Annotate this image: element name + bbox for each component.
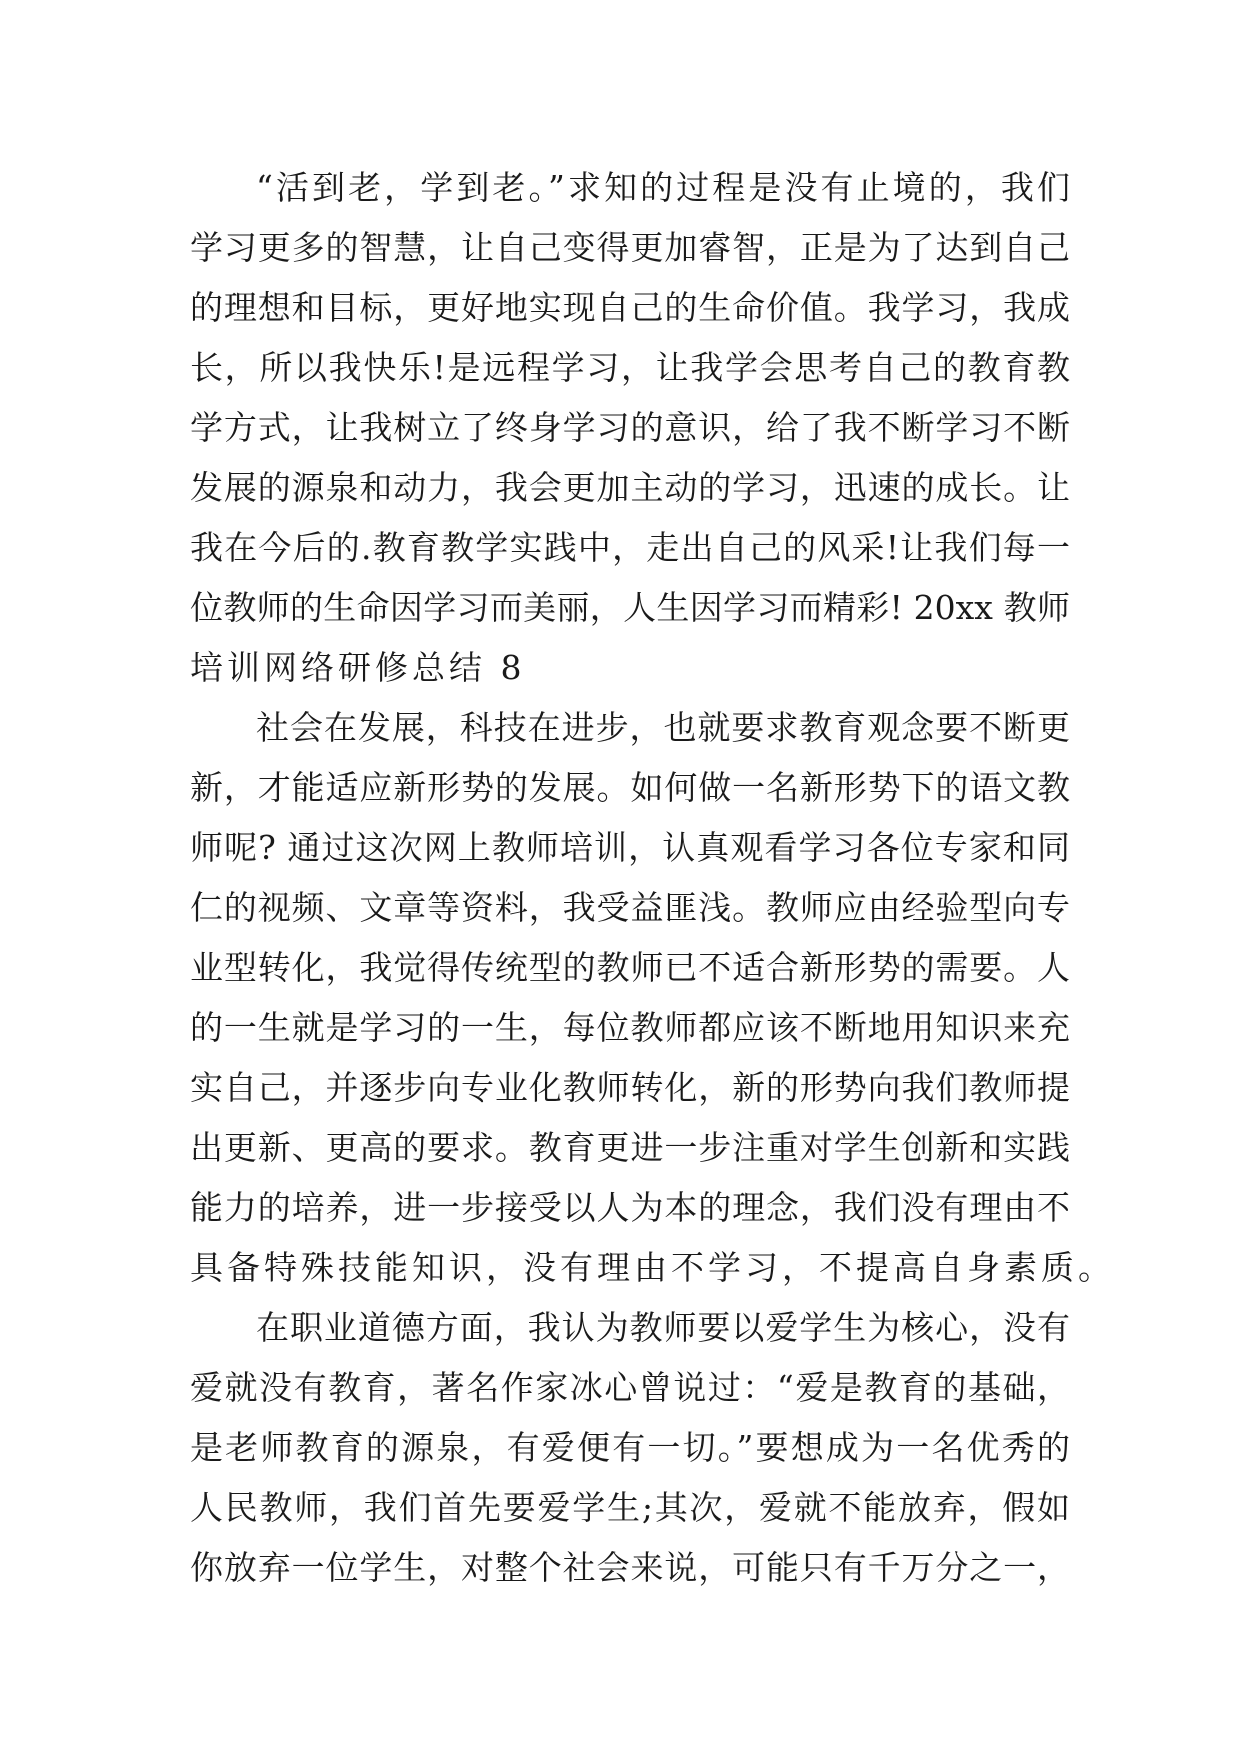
- paragraph-1-line-7: 我在今后的.教育教学实践中，走出自己的风采!让我们每一: [190, 528, 1070, 567]
- paragraph-2-line-5: 业型转化，我觉得传统型的教师已不适合新形势的需要。人: [190, 948, 1070, 987]
- paragraph-2-line-1: 社会在发展，科技在进步，也就要求教育观念要不断更: [256, 708, 1070, 747]
- paragraph-2-line-2: 新，才能适应新形势的发展。如何做一名新形势下的语文教: [190, 768, 1070, 807]
- paragraph-3-line-1: 在职业道德方面，我认为教师要以爱学生为核心，没有: [256, 1308, 1070, 1347]
- paragraph-3-line-3: 是老师教育的源泉，有爱便有一切。”要想成为一名优秀的: [190, 1428, 1070, 1467]
- document-body: [190, 158, 1115, 1598]
- paragraph-2-line-8: 出更新、更高的要求。教育更进一步注重对学生创新和实践: [190, 1128, 1070, 1167]
- paragraph-3-line-2: 爱就没有教育，著名作家冰心曾说过：“爱是教育的基础，: [190, 1368, 1070, 1407]
- paragraph-2-line-4: 仁的视频、文章等资料，我受益匪浅。教师应由经验型向专: [190, 888, 1070, 927]
- paragraph-1-line-8: 位教师的生命因学习而美丽，人生因学习而精彩! 20xx 教师: [190, 588, 1070, 627]
- paragraph-1-line-9: 培训网络研修总结 8: [190, 648, 526, 687]
- paragraph-1-line-1: “活到老，学到老。”求知的过程是没有止境的，我们: [256, 168, 1070, 207]
- paragraph-1-line-4: 长，所以我快乐!是远程学习，让我学会思考自己的教育教: [190, 348, 1070, 387]
- paragraph-2-line-7: 实自己，并逐步向专业化教师转化，新的形势向我们教师提: [190, 1068, 1070, 1107]
- paragraph-1-line-6: 发展的源泉和动力，我会更加主动的学习，迅速的成长。让: [190, 468, 1070, 507]
- paragraph-1-line-2: 学习更多的智慧，让自己变得更加睿智，正是为了达到自己: [190, 228, 1070, 267]
- paragraph-2-line-3: 师呢? 通过这次网上教师培训，认真观看学习各位专家和同: [190, 828, 1070, 867]
- paragraph-3-line-4: 人民教师，我们首先要爱学生;其次，爱就不能放弃，假如: [190, 1488, 1070, 1527]
- paragraph-3-line-5: 你放弃一位学生，对整个社会来说，可能只有千万分之一，: [190, 1548, 1070, 1587]
- paragraph-2-line-6: 的一生就是学习的一生，每位教师都应该不断地用知识来充: [190, 1008, 1070, 1047]
- paragraph-1-line-5: 学方式，让我树立了终身学习的意识，给了我不断学习不断: [190, 408, 1070, 447]
- paragraph-2-line-10: 具备特殊技能知识，没有理由不学习，不提高自身素质。: [190, 1248, 1115, 1287]
- paragraph-1-line-3: 的理想和目标，更好地实现自己的生命价值。我学习，我成: [190, 288, 1070, 327]
- paragraph-2-line-9: 能力的培养，进一步接受以人为本的理念，我们没有理由不: [190, 1188, 1070, 1227]
